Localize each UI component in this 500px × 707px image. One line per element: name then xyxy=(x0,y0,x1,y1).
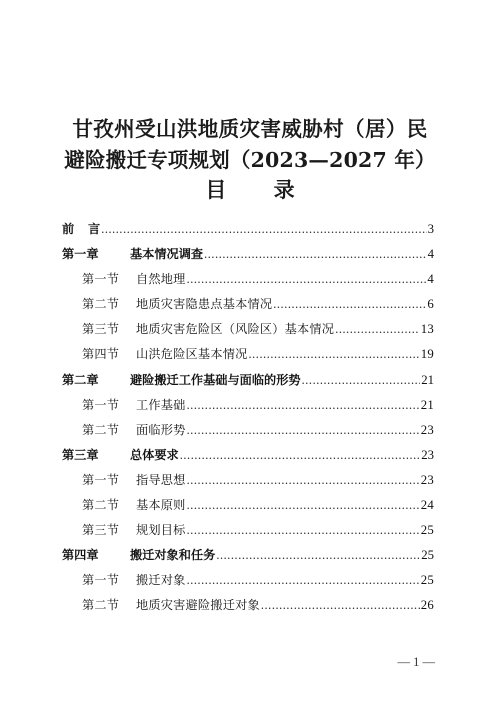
toc-section-entry[interactable] xyxy=(62,493,434,518)
toc-dot-leader xyxy=(187,393,420,418)
toc-dot-leader xyxy=(216,543,420,568)
toc-section-entry[interactable] xyxy=(62,317,434,342)
toc-entry-number: 第一节 xyxy=(82,397,120,412)
toc-entry-title: 避险搬迁工作基础与面临的形势 xyxy=(130,372,301,387)
toc-section-entry[interactable] xyxy=(62,393,434,418)
toc-section-entry[interactable] xyxy=(62,342,434,367)
toc-entry-title: 搬迁对象和任务 xyxy=(130,548,216,563)
toc-entry-title: 地质灾害危险区（风险区）基本情况 xyxy=(136,322,335,337)
toc-entry-number: 第三章 xyxy=(62,447,99,462)
toc-entry-number: 第一节 xyxy=(82,573,120,588)
toc-entry-title: 基本原则 xyxy=(136,498,186,513)
toc-section-entry[interactable] xyxy=(62,568,434,593)
toc-dot-leader xyxy=(302,368,421,393)
toc-dot-leader xyxy=(187,518,420,543)
toc-page-number: 21 xyxy=(421,372,434,387)
toc-dot-leader xyxy=(335,317,420,342)
toc-entry-number: 第四节 xyxy=(82,347,120,362)
document-title-line-1: 甘孜州受山洪地质灾害威胁村（居）民 xyxy=(72,117,428,141)
table-of-contents xyxy=(62,217,434,619)
toc-entry-title: 山洪危险区基本情况 xyxy=(136,347,248,362)
toc-entry-title: 工作基础 xyxy=(136,397,186,412)
page-number: — 1 — xyxy=(397,655,435,669)
toc-entry-number: 第二节 xyxy=(82,297,120,312)
toc-entry-number: 前 xyxy=(62,222,75,236)
toc-dot-leader xyxy=(249,342,420,367)
toc-chapter-entry[interactable] xyxy=(62,217,434,242)
toc-dot-leader xyxy=(187,468,420,493)
contents-heading: 目 录 xyxy=(205,177,315,202)
toc-dot-leader xyxy=(187,568,420,593)
toc-entry-title: 总体要求 xyxy=(130,447,179,462)
toc-page-number: 23 xyxy=(421,447,434,462)
toc-entry-title: 言 xyxy=(88,222,101,236)
toc-entry-number: 第三节 xyxy=(82,523,120,538)
toc-dot-leader xyxy=(187,267,427,292)
toc-page-number: 19 xyxy=(420,347,434,362)
toc-entry-number: 第二节 xyxy=(82,498,120,513)
toc-entry-title: 地质灾害避险搬迁对象 xyxy=(136,598,260,613)
toc-entry-number: 第一节 xyxy=(82,272,120,287)
toc-entry-number: 第二节 xyxy=(82,422,120,437)
toc-entry-title: 基本情况调查 xyxy=(130,247,204,262)
toc-section-entry[interactable] xyxy=(62,593,434,618)
toc-dot-leader xyxy=(261,593,420,618)
toc-entry-title: 自然地理 xyxy=(136,272,186,287)
toc-page-number: 23 xyxy=(420,472,434,487)
toc-page-number: 25 xyxy=(420,523,434,538)
toc-entry-number: 第一节 xyxy=(82,472,120,487)
toc-entry-number: 第一章 xyxy=(62,247,99,262)
toc-entry-title: 搬迁对象 xyxy=(136,573,186,588)
toc-entry-title: 面临形势 xyxy=(136,422,186,437)
toc-entry-number: 第二节 xyxy=(82,598,120,613)
toc-page-number: 25 xyxy=(420,573,434,588)
toc-dot-leader xyxy=(101,217,426,242)
toc-page-number: 4 xyxy=(427,247,434,262)
document-title-line-2: 避险搬迁专项规划（2023—2027 年） xyxy=(64,148,436,172)
toc-dot-leader xyxy=(187,418,420,443)
toc-dot-leader xyxy=(204,242,426,267)
toc-page-number: 13 xyxy=(420,322,434,337)
toc-page-number: 25 xyxy=(421,548,434,563)
toc-entry-number: 第四章 xyxy=(62,548,99,563)
toc-section-entry[interactable] xyxy=(62,267,434,292)
toc-chapter-entry[interactable] xyxy=(62,242,434,267)
toc-section-entry[interactable] xyxy=(62,468,434,493)
toc-page-number: 3 xyxy=(427,222,434,236)
toc-chapter-entry[interactable] xyxy=(62,443,434,468)
toc-entry-title: 地质灾害隐患点基本情况 xyxy=(136,297,273,312)
toc-section-entry[interactable] xyxy=(62,292,434,317)
toc-chapter-entry[interactable] xyxy=(62,543,434,568)
toc-dot-leader xyxy=(273,292,426,317)
toc-chapter-entry[interactable] xyxy=(62,368,434,393)
toc-page-number: 24 xyxy=(420,498,434,513)
toc-page-number: 26 xyxy=(420,598,434,613)
toc-page-number: 21 xyxy=(420,397,434,412)
toc-page-number: 23 xyxy=(420,422,434,437)
toc-entry-number: 第三节 xyxy=(82,322,120,337)
toc-entry-number: 第二章 xyxy=(62,372,99,387)
toc-entry-title: 规划目标 xyxy=(136,523,186,538)
toc-section-entry[interactable] xyxy=(62,418,434,443)
toc-dot-leader xyxy=(187,493,420,518)
toc-entry-title: 指导思想 xyxy=(136,472,186,487)
toc-page-number: 6 xyxy=(427,297,434,312)
toc-section-entry[interactable] xyxy=(62,518,434,543)
toc-page-number: 4 xyxy=(427,272,434,287)
toc-dot-leader xyxy=(180,443,420,468)
